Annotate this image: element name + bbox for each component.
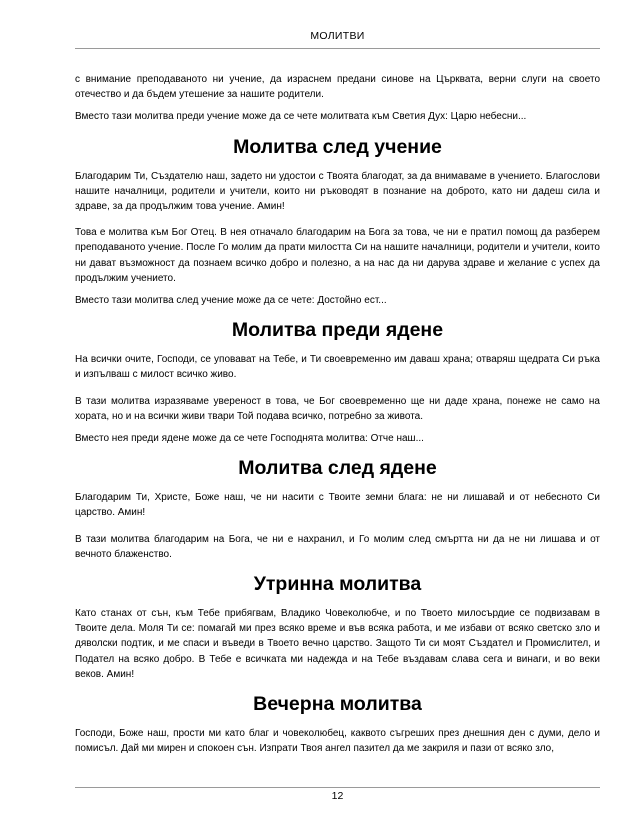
section-heading: Молитва преди ядене: [231, 319, 444, 342]
page-number: 12: [331, 790, 344, 802]
prayer-text: Господи, Боже наш, прости ми като благ и човеколюбец, каквото съгреших през днешния ден с думи, дело и помисъл. Дай ми мирен и спокоен сън. Изпрати Твоя ангел пазител да ме закриля и пази от всяко зло,: [75, 728, 600, 755]
prayer-text: Като станах от сън, към Тебе прибягвам, Владико Човеколюбче, и по Твоето милосърдие се подвизавам в Твоите дела. Моля Ти се: помагай ми през всяко време и във всяка работа, и ме избави от всяко светско зло и дяволски подтик, и ме спаси и въведи в Твоето вечно царство. Защото Ти си моят Създател и Промислител, и Подател на всяко добро. В Тебе е всичката ми надежда и на Тебе въздавам слава сега и винаги, и во веки веков. Амин!: [75, 608, 600, 680]
footer-rule: [75, 787, 600, 788]
section-heading: Молитва след учение: [233, 135, 442, 158]
paragraph: В тази молитва изразяваме увереност в това, че Бог своевременно ще ни даде храна, понеже не само на хората, но и на всички живи твари Той подава всичко, потребно за живота.: [75, 395, 600, 422]
section-heading: Утринна молитва: [253, 573, 422, 596]
section-heading: Молитва след ядене: [238, 457, 437, 480]
section-heading: Вечерна молитва: [253, 693, 422, 716]
paragraph: с внимание преподаваното ни учение, да израснем предани синове на Църквата, верни слуги на своето отечество и да бъдем утешение за нашите родители.: [75, 74, 600, 101]
prayer-text: Благодарим Ти, Създателю наш, задето ни удостои с Твоята благодат, за да внимаваме в учението. Благослови нашите началници, родители и учители, които ни ръководят в познание на доброто, като ни дадеш сила и здраве, за да продължим това учение. Амин!: [75, 170, 600, 213]
page-body: [75, 72, 600, 756]
paragraph: Вместо тази молитва преди учение може да се чете молитвата към Светия Дух: Царю небесни...: [75, 111, 527, 123]
header-rule: [75, 48, 600, 49]
prayer-text: Благодарим Ти, Христе, Боже наш, че ни насити с Твоите земни блага: не ни лишавай и от небесното Си царство. Амин!: [75, 492, 600, 519]
paragraph: Вместо тази молитва след учение може да се чете: Достойно ест...: [75, 295, 387, 307]
prayer-text: На всички очите, Господи, се уповават на Тебе, и Ти своевременно им даваш храна; отваряш щедрата Си ръка и изпълваш с милост всичко живо.: [75, 354, 600, 381]
running-header: МОЛИТВИ: [310, 30, 365, 42]
paragraph: Това е молитва към Бог Отец. В нея отначало благодарим на Бога за това, че ни е пратил помощ да разберем преподаваното учение. После Го молим да прати милостта Си на нашите началници, родители и учители, които ни дават възможност да познаем всичко добро и полезно, а на нас да ни дарува здраве и желание с успех да продължим учението.: [75, 227, 600, 284]
paragraph: Вместо нея преди ядене може да се чете Господнята молитва: Отче наш...: [75, 433, 424, 445]
paragraph: В тази молитва благодарим на Бога, че ни е нахранил, и Го молим след смъртта ни да не ни лишава и от вечното блаженство.: [75, 533, 600, 560]
